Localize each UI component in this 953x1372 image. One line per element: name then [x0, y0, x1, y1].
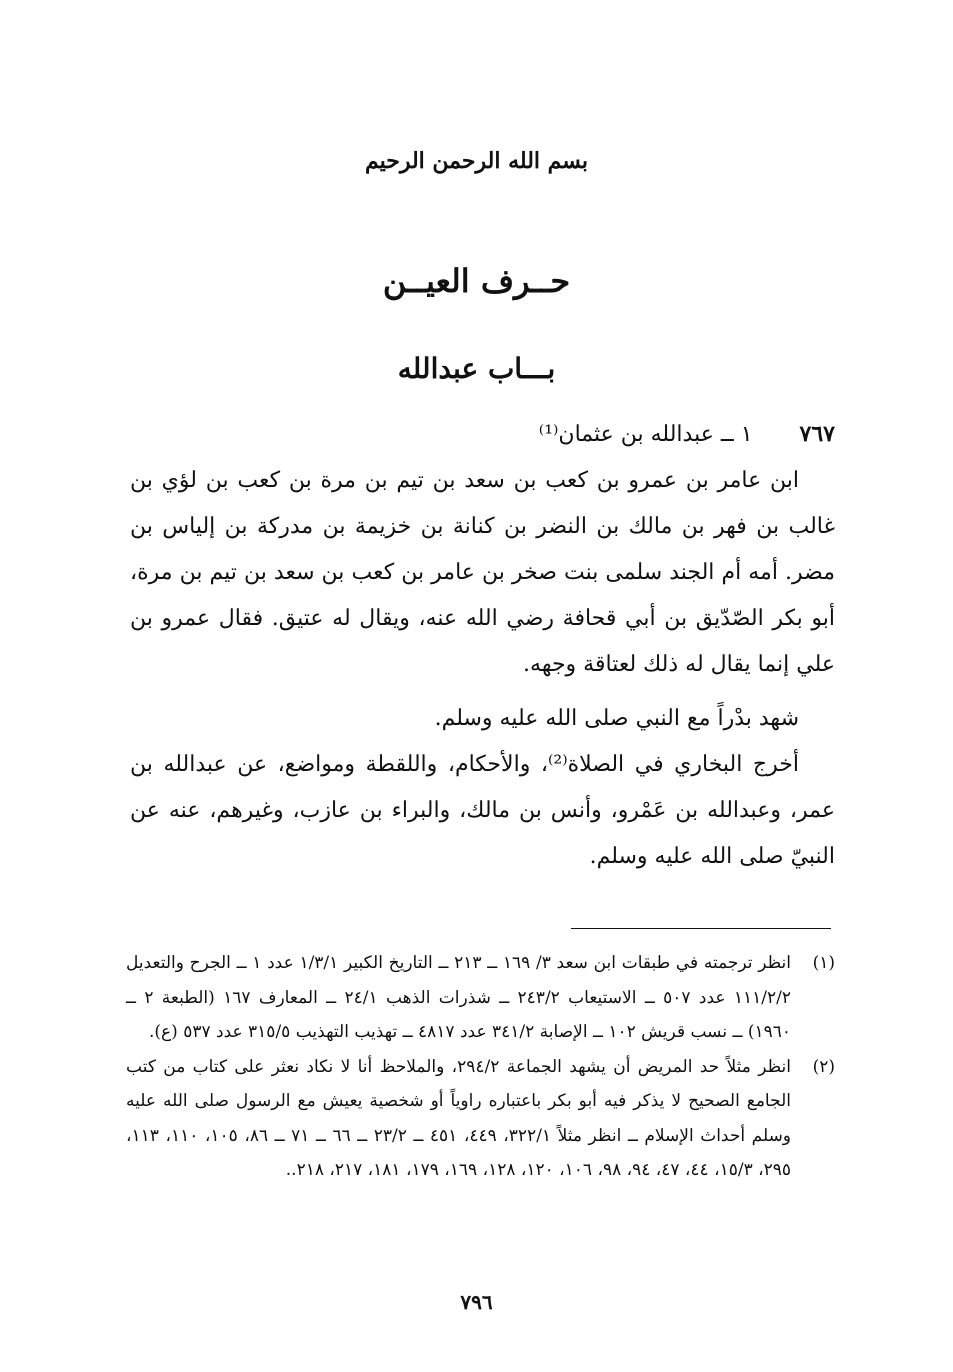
footnote-divider	[571, 928, 831, 929]
entry-paragraph-bukhari: أخرج البخاري في الصلاة⁽²⁾، والأحكام، واللقطة ومواضع، عن عبدالله بن عمر، وعبدالله بن عَمْرو، وأنس بن مالك، والبراء بن عازب، وغيرهم، عنه عن النبيّ صلى الله عليه وسلم.	[130, 752, 835, 869]
footnote-2-mark: (٢)	[812, 1056, 835, 1077]
entry-name: ١ ــ عبدالله بن عثمان⁽¹⁾	[538, 422, 753, 447]
entry-paragraph-badr: شهد بدْراً مع النبي صلى الله عليه وسلم.	[434, 706, 799, 731]
page-number: ٧٩٦	[460, 1290, 493, 1314]
basmala-heading: بسم الله الرحمن الرحيم	[364, 148, 589, 174]
footnote-1	[126, 946, 835, 1050]
entry-number: ٧٦٧	[799, 421, 835, 447]
footnote-1-text: انظر ترجمته في طبقات ابن سعد ٣/ ١٦٩ ــ ٢١٣ ــ التاريخ الكبير ١/٣/١ عدد ١ ــ الجرح والتعديل ١١١/٢/٢ عدد ٥٠٧ ــ الاستيعاب ٢٤٣/٢ ــ شذرات الذهب ٢٤/١ ــ المعارف ١٦٧ (الطبعة ٢ ــ ١٩٦٠) ــ نسب قريش ١٠٢ ــ الإصابة ٣٤١/٢ عدد ٤٨١٧ ــ تهذيب التهذيب ٣١٥/٥ عدد ٥٣٧ (ع).	[126, 953, 792, 1042]
footnote-2	[126, 1050, 835, 1188]
footnote-1-mark: (١)	[812, 953, 835, 973]
entry-heading	[118, 414, 835, 455]
section-title: بـــاب عبدالله	[397, 352, 556, 385]
chapter-title: حــرف العيــن	[382, 262, 571, 300]
footnotes-section	[126, 946, 835, 1188]
entry-paragraph-lineage: ابن عامر بن عمرو بن كعب بن سعد بن تيم بن مرة بن كعب بن لؤي بن غالب بن فهر بن مالك بن النضر بن كنانة بن خزيمة بن مدركة بن إلياس بن مضر. أمه أم الجند سلمى بنت صخر بن عامر بن كعب بن سعد بن تيم بن مرة، أبو بكر الصّدّيق بن أبي قحافة رضي الله عنه، ويقال له عتيق. فقال عمرو بن علي إنما يقال له ذلك لعتاقة وجهه.	[130, 468, 835, 677]
footnote-2-text: انظر مثلاً حد المريض أن يشهد الجماعة ٢٩٤/٢، والملاحظ أنا لا نكاد نعثر على كتاب من كتب الجامع الصحيح لا يذكر فيه أبو بكر باعتباره راوياً أو شخصية يعيش مع الرسول صلى الله عليه وسلم أحداث الإسلام ــ انظر مثلاً ٣٢٢/١، ٤٤٩، ٤٥١ ــ ٢٣/٢ ــ ٦٦ ــ ٧١ ــ ٨٦، ١٠٥، ١١٠، ١١٣، ٢٩٥، ١٥/٣، ٤٤، ٤٧، ٩٤، ٩٨، ١٠٦، ١٢٠، ١٢٨، ١٦٩، ١٧٩، ١٨١، ٢١٧، ٢١٨..	[126, 1056, 792, 1180]
entry-body	[130, 458, 835, 880]
